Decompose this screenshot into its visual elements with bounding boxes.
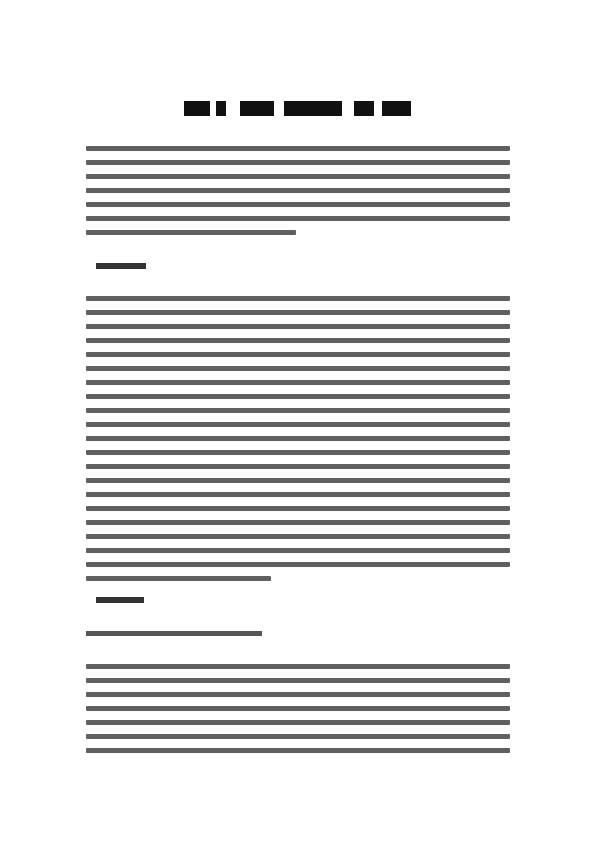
body-paragraph [86,664,510,762]
subsection-heading [86,631,262,636]
intro-paragraph [86,146,510,244]
section-heading [96,263,146,269]
document-title [184,101,411,116]
section-heading [96,597,144,603]
body-paragraph [86,296,510,590]
